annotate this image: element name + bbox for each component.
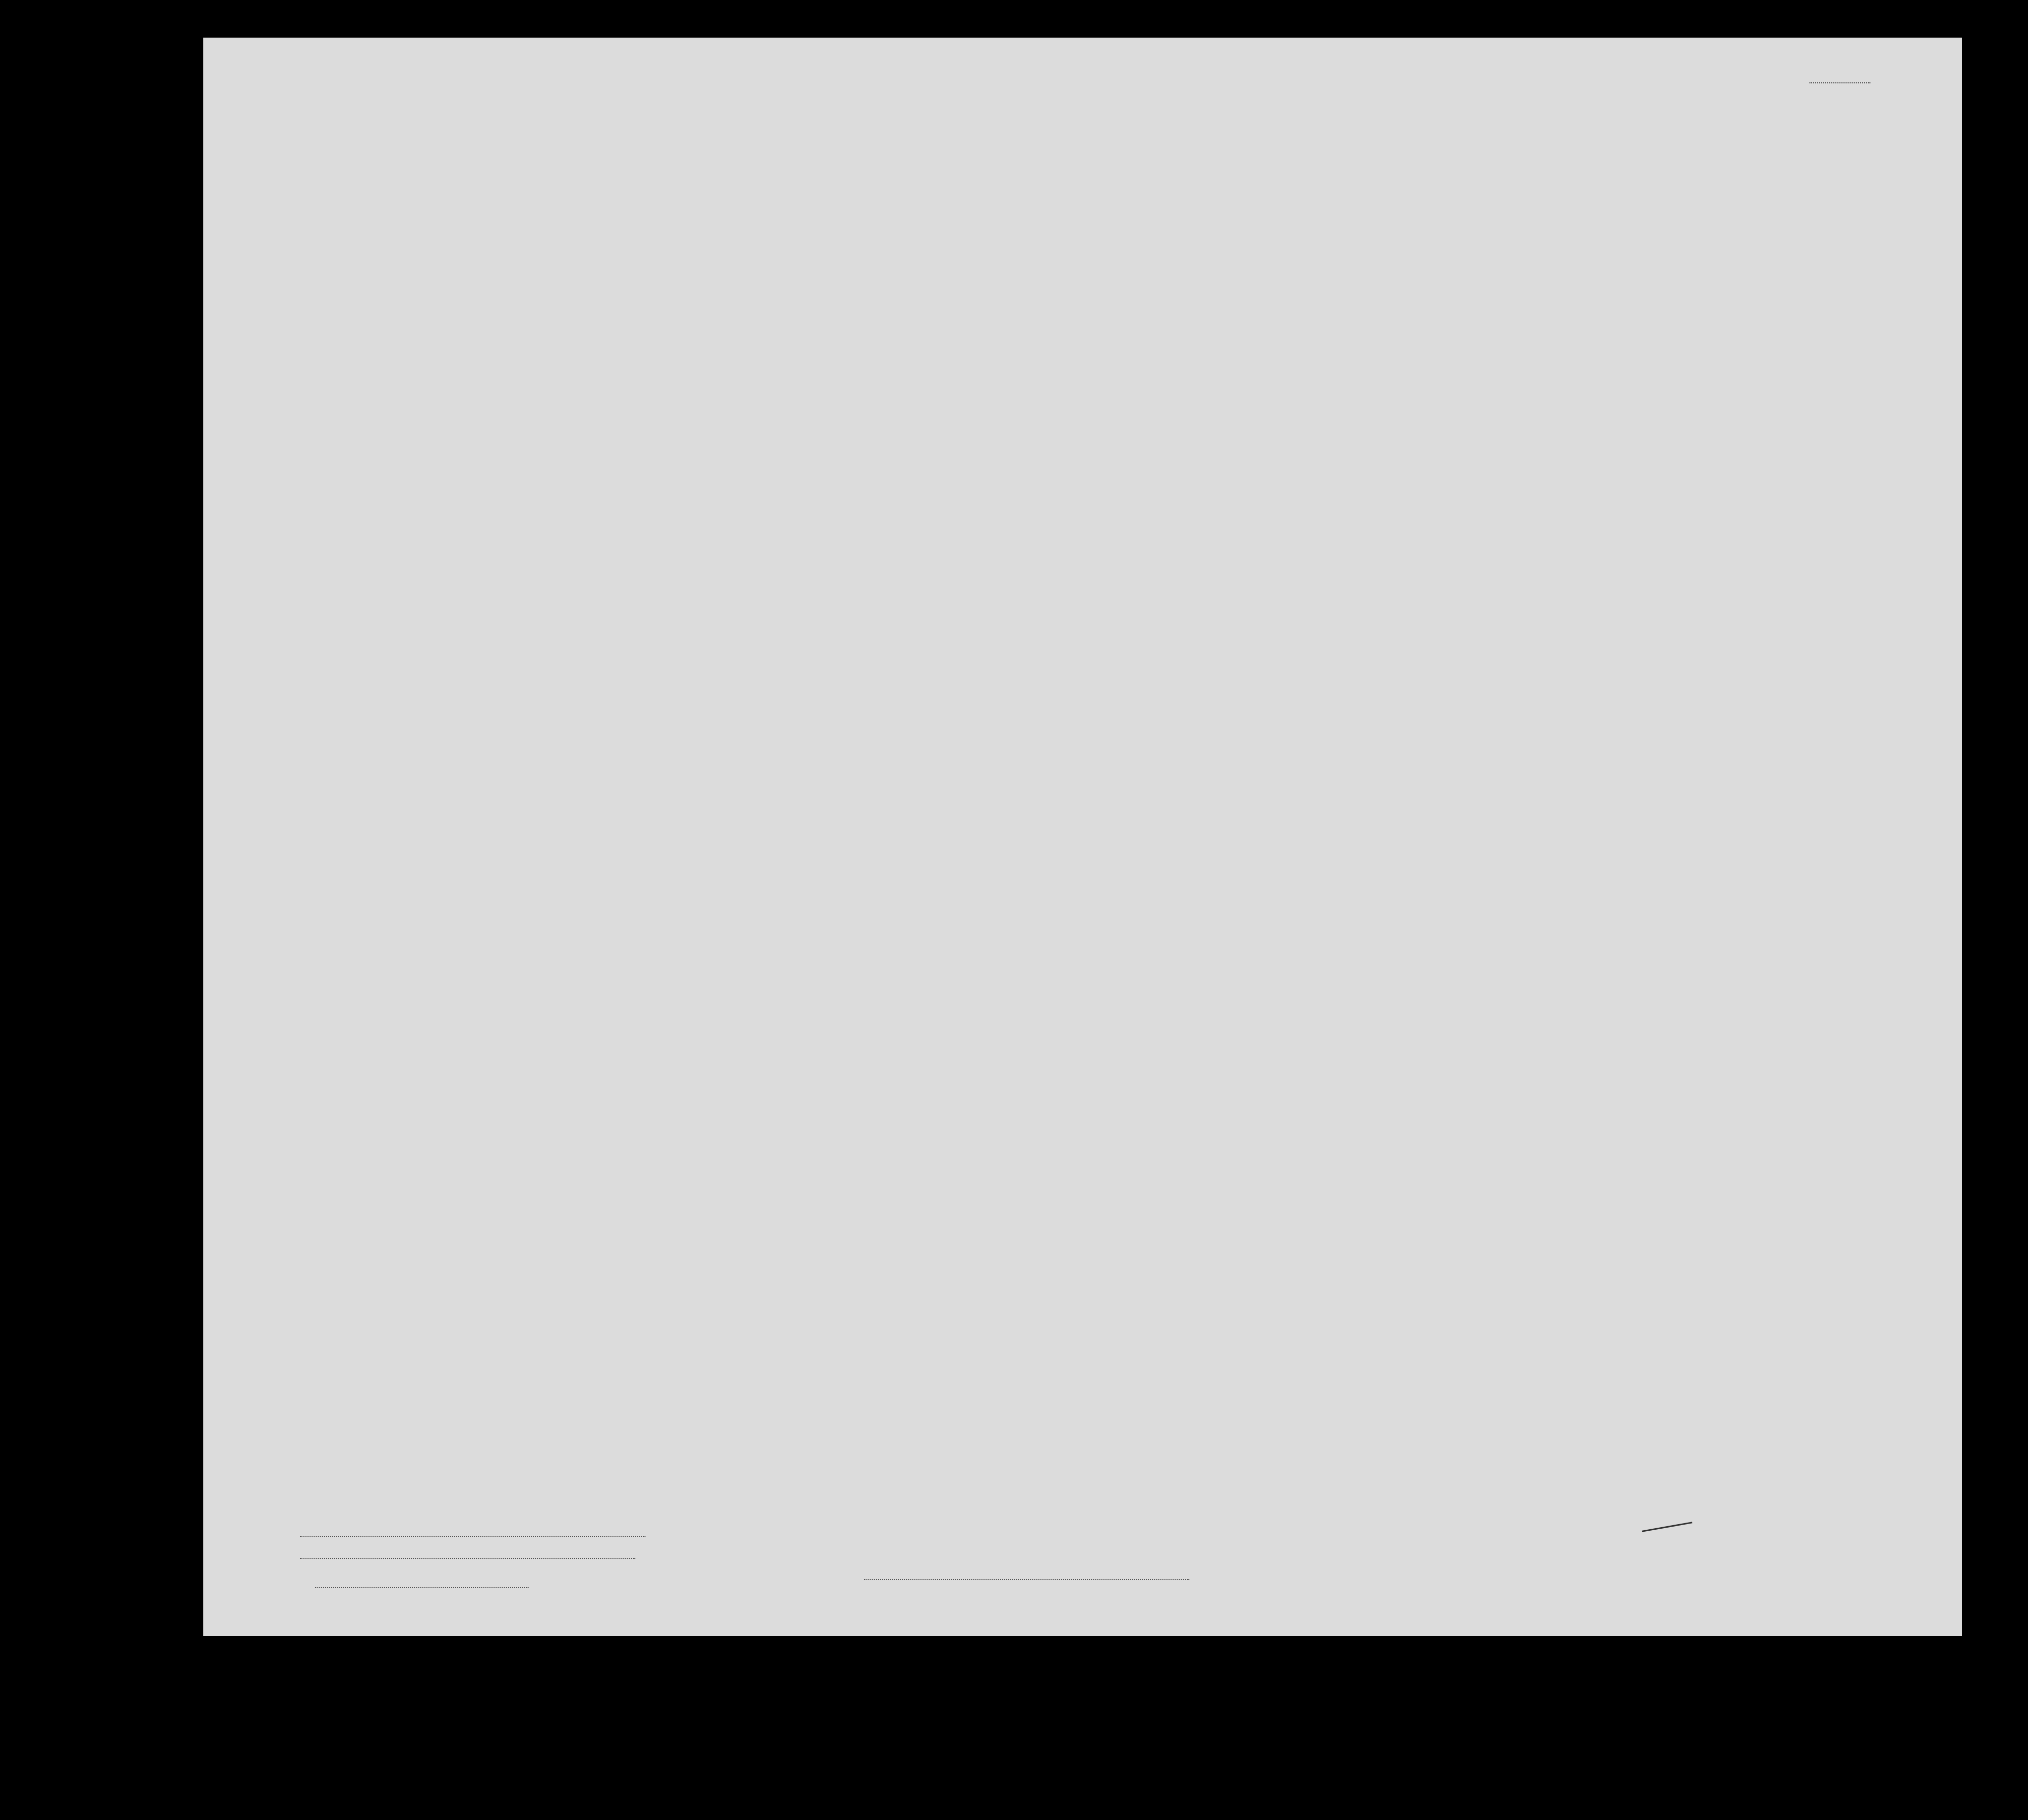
manifest-grid — [203, 38, 1962, 1636]
footer-agents-field — [295, 1570, 529, 1593]
footer-line-field — [295, 1530, 646, 1539]
footer-owners-field — [295, 1553, 635, 1562]
inspector-line — [864, 1579, 1189, 1580]
manifest-sheet — [203, 38, 1962, 1636]
